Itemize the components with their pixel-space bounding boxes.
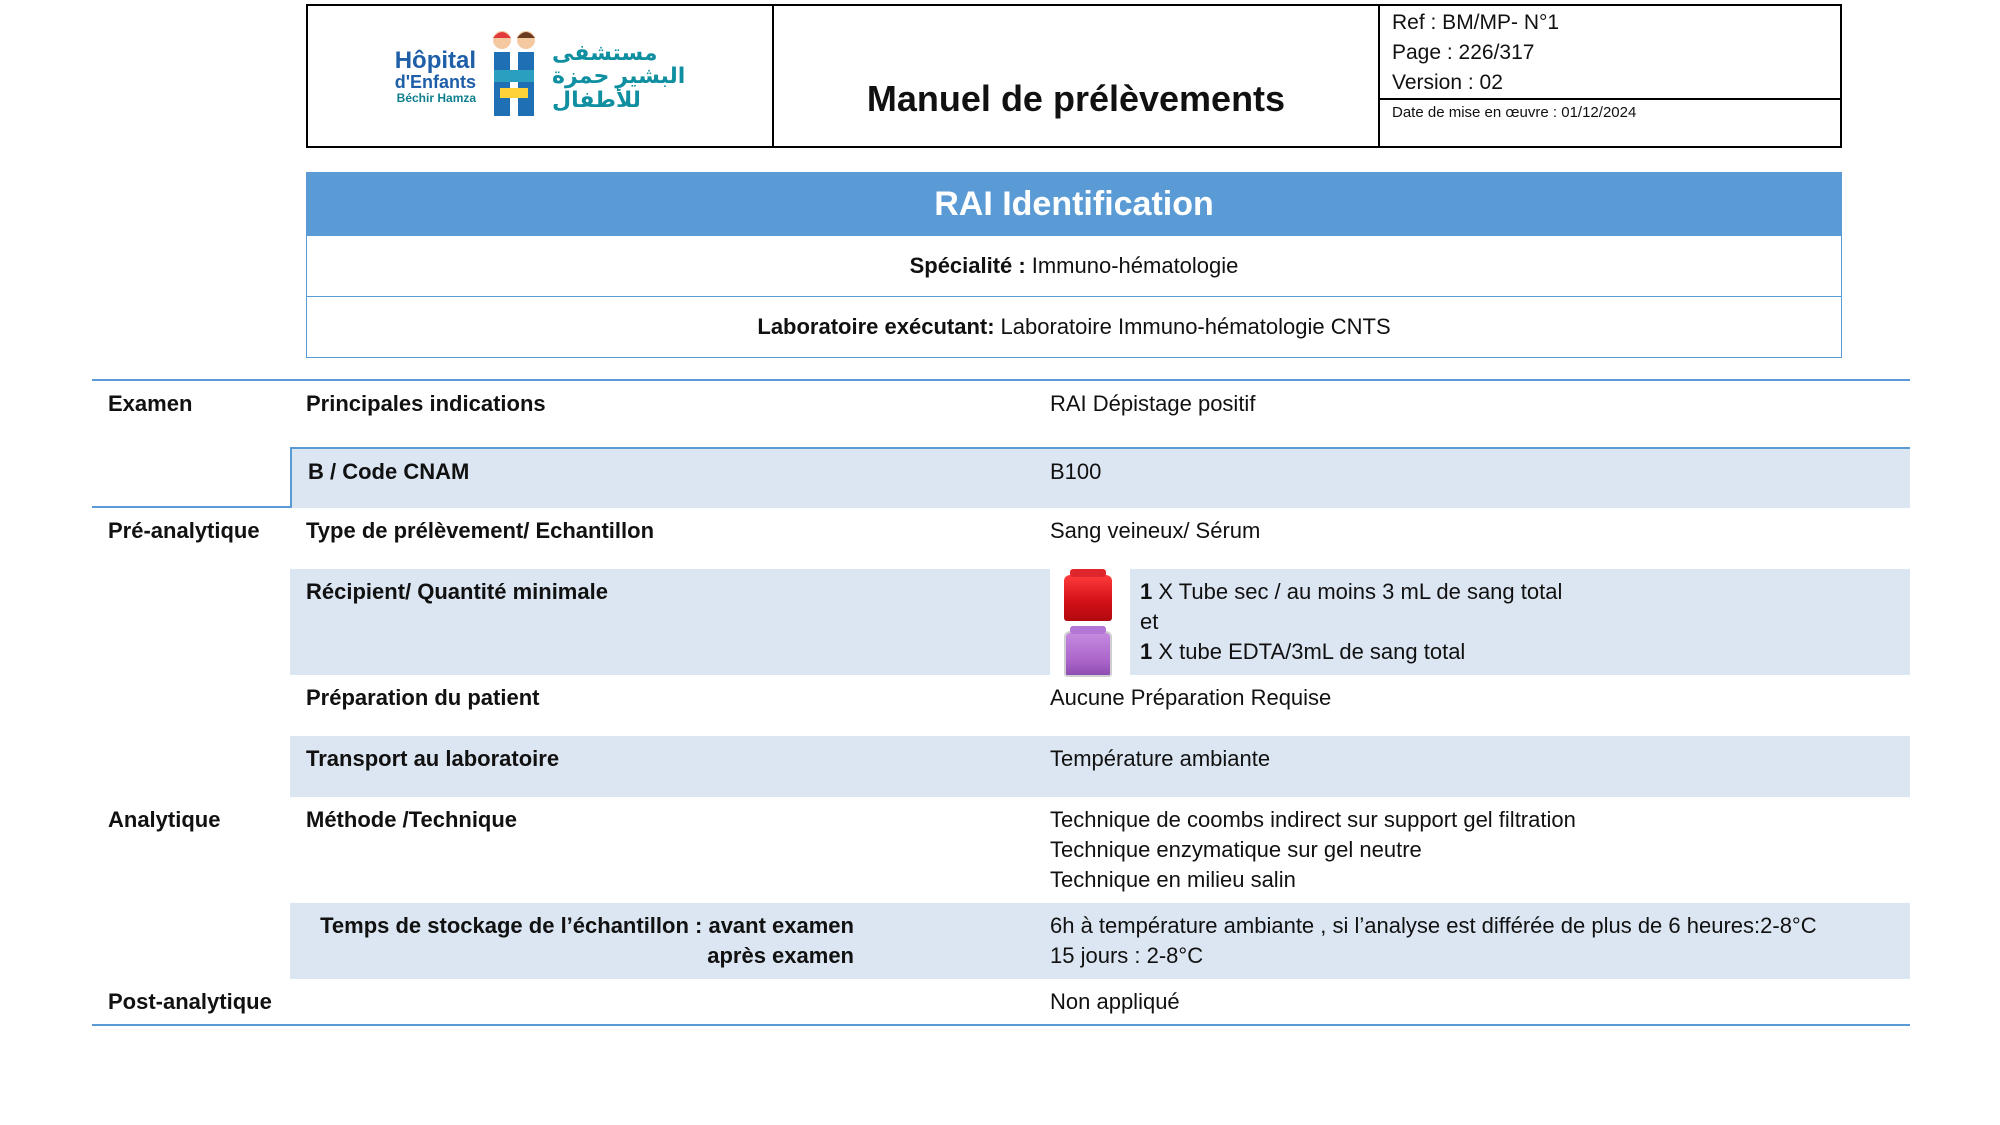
version-text: Version : 02 (1392, 71, 1503, 94)
post-value: Non appliqué (1050, 989, 1180, 1014)
section-postanalytique: Post-analytique (108, 989, 272, 1014)
type-label: Type de prélèvement/ Echantillon (306, 518, 655, 543)
recipient-qty-3: 1 (1140, 639, 1153, 664)
transport-value: Température ambiante (1050, 736, 1910, 797)
table-row (92, 381, 1910, 447)
table-row (92, 736, 1910, 797)
recipient-text-2: et (1140, 609, 1159, 634)
document-title: Manuel de prélèvements (866, 78, 1286, 119)
logo-text-ar-2: البشير حمزة (552, 63, 686, 89)
date-text: Date de mise en œuvre : 01/12/2024 (1392, 104, 1637, 121)
meta-cell (1380, 6, 1840, 146)
hospital-logo (395, 28, 686, 124)
specialite-label: Spécialité : (909, 253, 1026, 278)
logo-text-ar-1: مستشفى (552, 40, 658, 66)
stockage-value-1: 6h à température ambiante , si l’analyse est différée de plus de 6 heures:2-8°C (1050, 913, 1817, 938)
methode-line-2: Technique enzymatique sur gel neutre (1050, 837, 1422, 862)
indications-value: RAI Dépistage positif (1050, 391, 1256, 416)
laboratoire-value: Laboratoire Immuno-hématologie CNTS (1000, 314, 1391, 339)
laboratoire-row (307, 296, 1841, 357)
table-row (92, 569, 1910, 675)
document-header (306, 4, 1842, 148)
recipient-qty-1: 1 (1140, 579, 1153, 604)
logo-cell (308, 6, 774, 146)
code-value: B100 (1050, 447, 1910, 508)
tubes-image (1050, 569, 1130, 684)
laboratoire-label: Laboratoire exécutant: (757, 314, 995, 339)
red-tube-icon (1064, 575, 1112, 621)
table-row (92, 447, 1910, 508)
specialite-row (307, 235, 1841, 296)
specialite-value: Immuno-hématologie (1031, 253, 1239, 278)
table-row (92, 675, 1910, 736)
table-row (92, 508, 1910, 569)
logo-text-enfants: d'Enfants (394, 71, 477, 92)
recipient-label: Récipient/ Quantité minimale (290, 569, 1050, 675)
stockage-label-avant: Temps de stockage de l’échantillon : avant examen (320, 913, 854, 938)
recipient-value (1050, 569, 1910, 675)
logo-text-bechir: Béchir Hamza (396, 90, 477, 105)
section-analytique: Analytique (108, 807, 221, 832)
preparation-label: Préparation du patient (306, 685, 540, 710)
stockage-label-apres: après examen (707, 943, 854, 968)
section-preanalytique: Pré-analytique (108, 518, 260, 543)
transport-label: Transport au laboratoire (290, 736, 1050, 797)
exam-title-box (306, 172, 1842, 358)
code-label: B / Code CNAM (290, 447, 1050, 508)
table-row (92, 979, 1910, 1026)
indications-label: Principales indications (306, 391, 546, 416)
page-text: Page : 226/317 (1392, 41, 1535, 64)
type-value: Sang veineux/ Sérum (1050, 518, 1261, 543)
methode-line-1: Technique de coombs indirect sur support gel filtration (1050, 807, 1576, 832)
recipient-text-3: X tube EDTA/3mL de sang total (1158, 639, 1466, 664)
purple-tube-icon (1064, 631, 1112, 677)
stockage-value-2: 15 jours : 2-8°C (1050, 943, 1204, 968)
table-row (92, 903, 1910, 979)
ref-text: Ref : BM/MP- N°1 (1392, 11, 1560, 34)
methode-line-3: Technique en milieu salin (1050, 867, 1296, 892)
methode-label: Méthode /Technique (306, 807, 518, 832)
exam-title: RAI Identification (307, 173, 1841, 235)
children-logo-icon (486, 28, 542, 124)
recipient-text-1: X Tube sec / au moins 3 mL de sang total (1158, 579, 1563, 604)
table-row (92, 797, 1910, 903)
title-cell (774, 6, 1380, 146)
preparation-value: Aucune Préparation Requise (1050, 685, 1332, 710)
exam-details-table (92, 379, 1910, 1026)
logo-text-hopital: Hôpital (394, 46, 477, 74)
logo-text-ar-3: للأطفال (552, 86, 641, 112)
section-examen: Examen (108, 391, 193, 416)
